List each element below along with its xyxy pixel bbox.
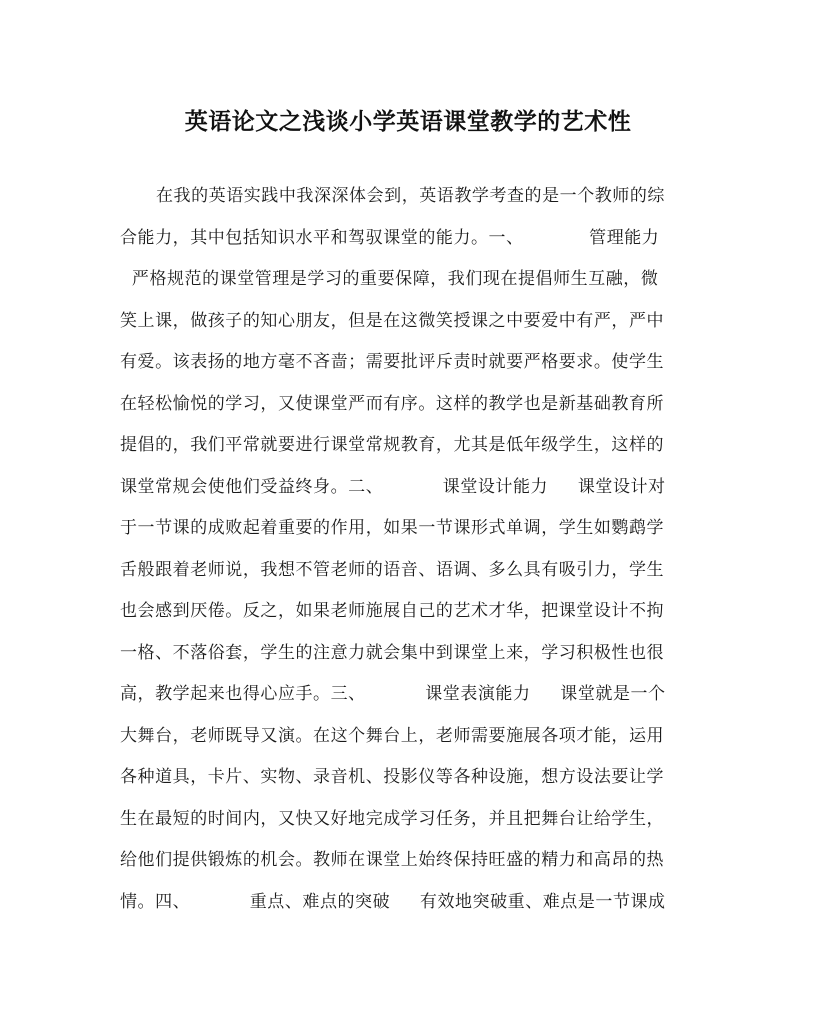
body-line-1: 在我的英语实践中我深深体会到，英语教学考查的是一个教师的综 bbox=[156, 186, 665, 206]
body-line-18: 情。四、 重点、难点的突破 有效地突破重、难点是一节课成 bbox=[120, 891, 666, 912]
body-line-8: 课堂常规会使他们受益终身。二、 课堂设计能力 课堂设计对 bbox=[120, 476, 666, 497]
body-line-15: 各种道具，卡片、实物、录音机、投影仪等各种设施，想方设法要让学 bbox=[120, 767, 665, 787]
body-line-2: 合能力，其中包括知识水平和驾驭课堂的能力。一、 管理能力 bbox=[120, 227, 660, 248]
body-line-14: 大舞台，老师既导又演。在这个舞台上，老师需要施展各项才能，运用 bbox=[120, 725, 665, 746]
body-line-17: 给他们提供锻炼的机会。教师在课堂上始终保持旺盛的精力和高昂的热 bbox=[120, 850, 665, 870]
body-line-13: 高，教学起来也得心应手。三、 课堂表演能力 课堂就是一个 bbox=[120, 684, 666, 704]
body-line-16: 生在最短的时间内，又快又好地完成学习任务，并且把舞台让给学生， bbox=[120, 808, 665, 829]
document-title: 英语论文之浅谈小学英语课堂教学的艺术性 bbox=[184, 108, 632, 135]
body-line-9: 于一节课的成败起着重要的作用，如果一节课形式单调，学生如鹦鹉学 bbox=[120, 518, 665, 538]
body-line-11: 也会感到厌倦。反之，如果老师施展自己的艺术才华，把课堂设计不拘 bbox=[120, 601, 665, 621]
body-line-5: 有爱。该表扬的地方毫不吝啬；需要批评斥责时就要严格要求。使学生 bbox=[120, 352, 665, 372]
body-line-10: 舌般跟着老师说，我想不管老师的语音、语调、多么具有吸引力，学生 bbox=[120, 559, 665, 580]
body-line-4: 笑上课，做孩子的知心朋友，但是在这微笑授课之中要爱中有严，严中 bbox=[120, 310, 665, 331]
body-line-3: 严格规范的课堂管理是学习的重要保障，我们现在提倡师生互融，微 bbox=[120, 269, 659, 289]
document-body bbox=[120, 180, 698, 927]
body-line-7: 提倡的，我们平常就要进行课堂常规教育，尤其是低年级学生，这样的 bbox=[120, 435, 665, 455]
body-line-6: 在轻松愉悦的学习，又使课堂严而有序。这样的教学也是新基础教育所 bbox=[120, 393, 665, 414]
body-line-12: 一格、不落俗套，学生的注意力就会集中到课堂上来，学习积极性也很 bbox=[120, 642, 665, 663]
